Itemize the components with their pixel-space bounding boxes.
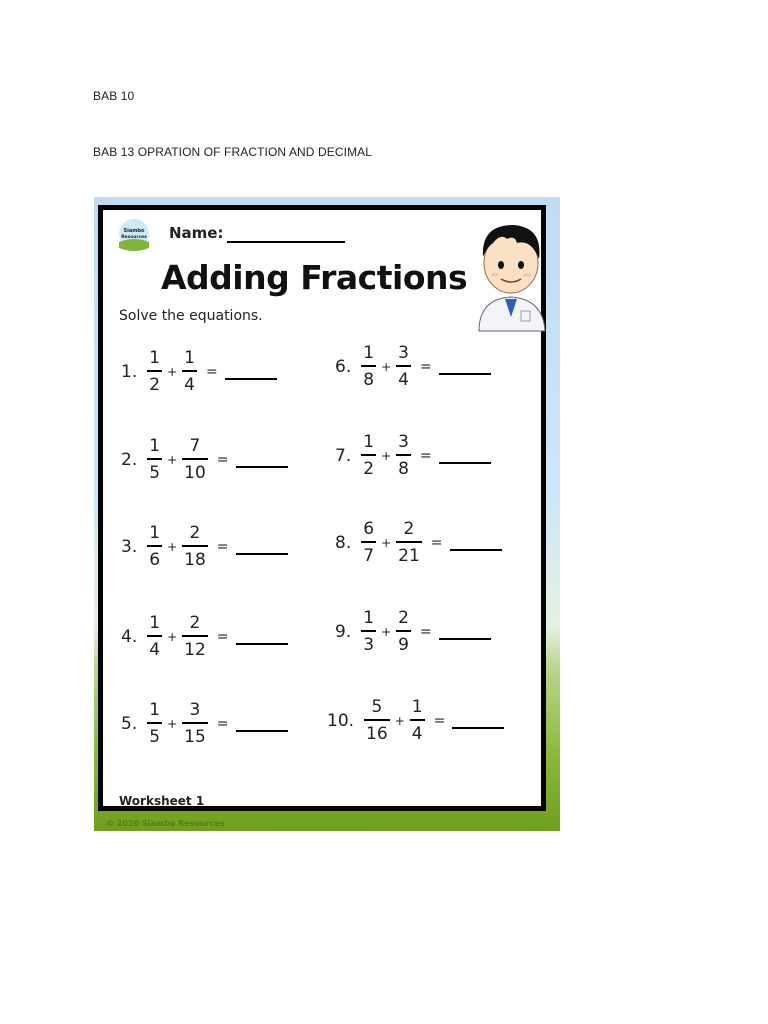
fraction-a [147,615,162,659]
worksheet-instruction: Solve the equations. [119,308,263,324]
problem-number: 6. [335,357,352,377]
numerator: 1 [149,436,161,456]
denominator: 4 [184,375,195,395]
denominator: 9 [398,635,409,655]
numerator: 1 [411,697,423,717]
problem-number: 1. [121,362,138,382]
answer-blank [236,629,288,645]
problem-10 [327,699,504,743]
numerator: 7 [189,436,201,456]
problem-7 [335,434,491,478]
fraction-b [182,350,197,394]
problem-number: 2. [121,450,138,470]
problem-2 [121,438,288,482]
answer-blank [439,359,491,375]
problem-4 [121,615,288,659]
numerator: 6 [363,519,375,539]
fraction-b [182,702,208,746]
fraction-b [396,345,411,389]
student-boy-icon [471,213,551,333]
equals-sign: = [216,629,229,645]
numerator: 3 [398,432,409,452]
problem-number: 7. [335,446,352,466]
numerator: 2 [189,613,201,633]
answer-blank [452,713,504,729]
denominator: 5 [149,727,161,747]
numerator: 2 [189,523,201,543]
problem-3 [121,525,288,569]
numerator: 1 [149,348,161,368]
fraction-b [182,615,208,659]
plus-sign: + [167,365,178,379]
answer-blank [236,539,288,555]
denominator: 6 [149,550,161,570]
denominator: 8 [363,370,375,390]
plus-sign: + [394,714,405,728]
fraction-b [396,610,411,654]
problem-5 [121,702,288,746]
fraction-b [182,438,208,482]
denominator: 12 [184,640,206,660]
plus-sign: + [167,540,178,554]
fraction-a [147,525,162,569]
denominator: 4 [398,370,409,390]
denominator: 18 [184,550,206,570]
denominator: 15 [184,727,206,747]
equals-sign: = [205,364,218,380]
fraction-a [147,438,162,482]
fraction-a [147,350,162,394]
numerator: 3 [398,343,409,363]
denominator: 5 [149,463,161,483]
numerator: 1 [363,608,375,628]
answer-blank [225,364,277,380]
problem-1 [121,350,277,394]
answer-blank [236,452,288,468]
fraction-a [361,434,376,478]
numerator: 2 [403,519,415,539]
name-label: Name: [169,224,224,242]
equals-sign: = [430,535,443,551]
denominator: 7 [363,546,375,566]
numerator: 1 [149,523,161,543]
equals-sign: = [433,713,446,729]
document-line-1: BAB 10 [93,89,135,103]
problem-number: 9. [335,622,352,642]
fraction-b [182,525,208,569]
denominator: 21 [398,546,420,566]
svg-text:Resources: Resources [121,235,147,240]
problem-9 [335,610,491,654]
worksheet-title: Adding Fractions [161,258,468,297]
worksheet-image [94,197,560,831]
equals-sign: = [419,448,432,464]
numerator: 1 [363,432,375,452]
svg-text:Siambo: Siambo [123,228,145,234]
denominator: 16 [366,724,388,744]
plus-sign: + [167,630,178,644]
denominator: 2 [363,459,375,479]
numerator: 2 [398,608,409,628]
answer-blank [439,624,491,640]
equals-sign: = [216,716,229,732]
copyright-text: © 2020 Siambo Resources [106,819,225,828]
plus-sign: + [381,360,392,374]
plus-sign: + [381,449,392,463]
numerator: 5 [371,697,383,717]
problem-number: 5. [121,714,138,734]
plus-sign: + [167,453,178,467]
numerator: 1 [184,348,195,368]
worksheet-page [98,205,546,811]
plus-sign: + [381,625,392,639]
denominator: 10 [184,463,206,483]
problem-number: 8. [335,533,352,553]
numerator: 1 [149,700,161,720]
fraction-a [361,521,376,565]
fraction-a [361,345,376,389]
answer-blank [236,716,288,732]
denominator: 8 [398,459,409,479]
siambo-logo-icon [117,218,151,252]
problem-number: 4. [121,627,138,647]
fraction-b [396,434,411,478]
denominator: 2 [149,375,161,395]
fraction-b [410,699,425,743]
answer-blank [439,448,491,464]
plus-sign: + [381,536,392,550]
equals-sign: = [216,539,229,555]
fraction-a [147,702,162,746]
equals-sign: = [216,452,229,468]
problem-8 [335,521,502,565]
worksheet-number-label: Worksheet 1 [119,794,205,808]
equals-sign: = [419,359,432,375]
problem-6 [335,345,491,389]
denominator: 4 [149,640,161,660]
numerator: 3 [189,700,201,720]
denominator: 3 [363,635,375,655]
problem-number: 3. [121,537,138,557]
equals-sign: = [419,624,432,640]
fraction-b [396,521,422,565]
answer-blank [450,535,502,551]
document-line-2: BAB 13 OPRATION OF FRACTION AND DECIMAL [93,145,373,159]
denominator: 4 [411,724,423,744]
problem-number: 10. [327,711,355,731]
plus-sign: + [167,717,178,731]
numerator: 1 [363,343,375,363]
fraction-a [364,699,390,743]
name-blank-line [227,241,345,243]
numerator: 1 [149,613,161,633]
fraction-a [361,610,376,654]
